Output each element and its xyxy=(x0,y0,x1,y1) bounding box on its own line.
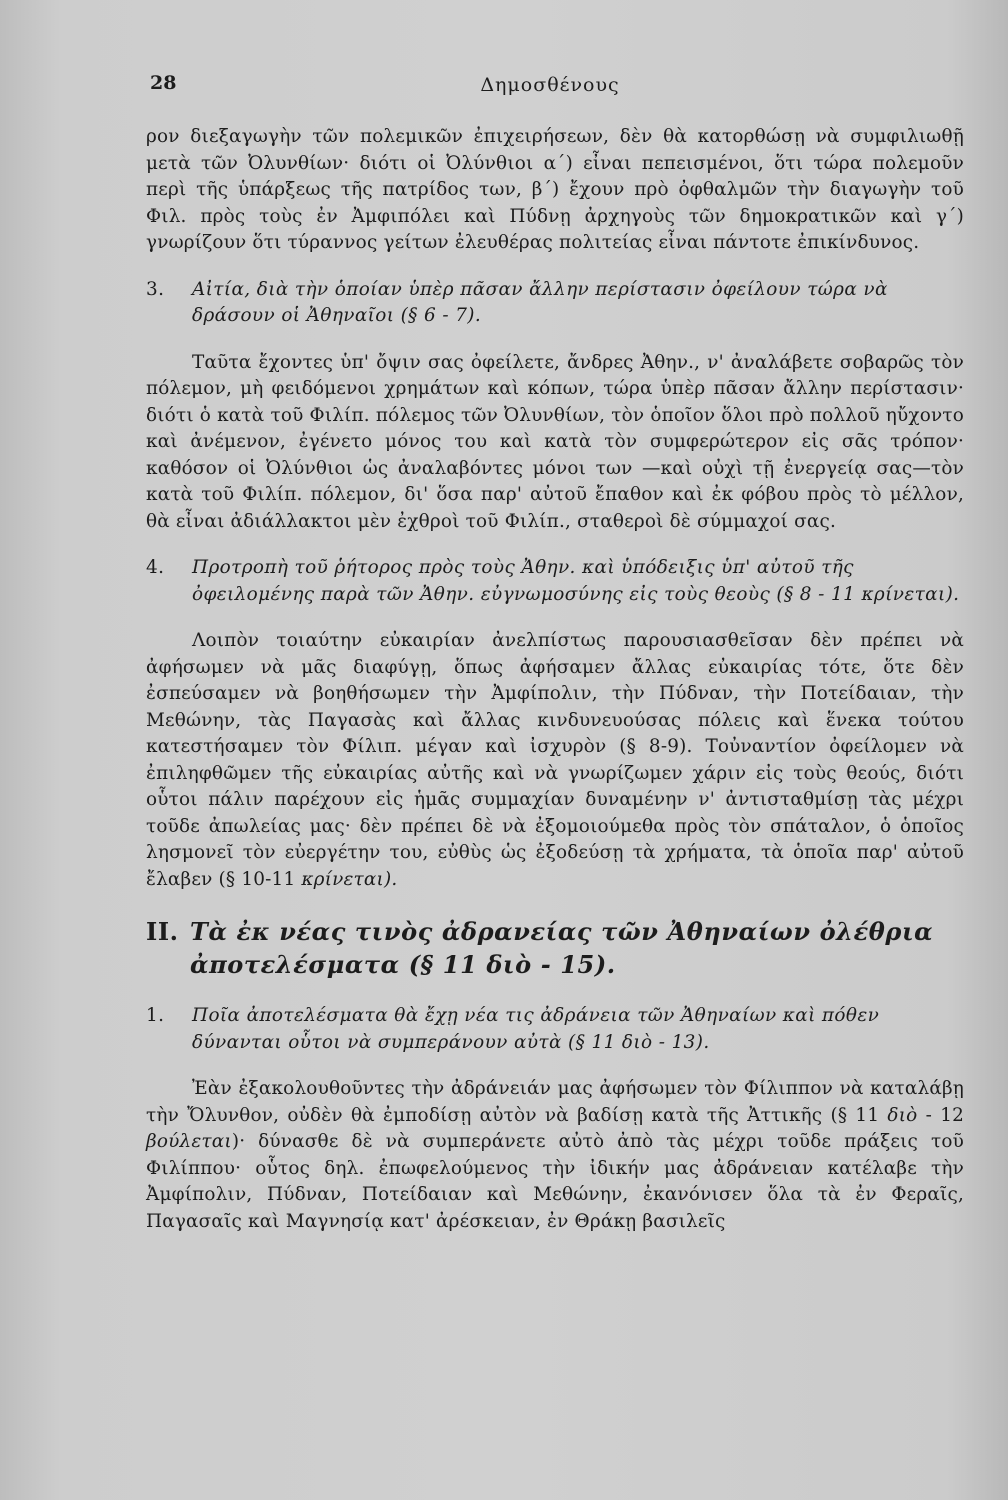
section-heading-ii xyxy=(146,915,964,981)
section-number: II. xyxy=(146,917,179,946)
question-text: Προτροπὴ τοῦ ῥήτορος πρὸς τοὺς Ἀθην. καὶ ὑπόδειξις ὑπ' αὐτοῦ τῆς ὀφειλομένης παρὰ τῶν Ἀθην. εὐγνωμοσύνης εἰς τοὺς θεοὺς (§ 8 - 11 κρίνεται). xyxy=(192,557,960,605)
paragraph-text: Λοιπὸν τοιαύτην εὐκαιρίαν ἀνελπίστως παρουσιασθεῖσαν δὲν πρέπει νὰ ἀφήσωμεν νὰ μᾶς διαφύγῃ, ὅπως ἀφήσαμεν ἄλλας εὐκαιρίας τότε, ὅτε δὲν ἐσπεύσαμεν νὰ βοηθήσωμεν τὴν Ἀμφίπολιν, τὴν Πύδναν, τὴν Ποτείδαιαν, τὴν Μεθώνην, τὰς Παγασὰς καὶ ἄλλας κινδυνευούσας πόλεις καὶ ἕνεκα τούτου κατεστήσαμεν τὸν Φίλιπ. μέγαν καὶ ἰσχυρὸν (§ 8-9). Τοὐναντίον ὀφείλομεν νὰ ἐπιληφθῶμεν τῆς εὐκαιρίας αὐτῆς καὶ νὰ γνωρίζωμεν χάριν εἰς τοὺς θεούς, διότι οὗτοι πάλιν παρέχουν εἰς ἡμᾶς συμμαχίαν δυναμένην ν' ἀντισταθμίσῃ τὰς μέχρι τοῦδε ἀπωλείας μας· δὲν πρέπει δὲ νὰ ἐξομοιούμεθα πρὸς τὸν σπάταλον, ὁ ὁποῖος λησμονεῖ τὸν εὐεργέτην του, εὐθὺς ὡς ἐξοδεύσῃ τὰ χρήματα, τὰ ὁποῖα παρ' αὐτοῦ ἔλαβεν (§ 10-11 xyxy=(146,630,964,890)
paragraph-italic: κρίνεται). xyxy=(301,868,398,890)
page-number: 28 xyxy=(150,72,177,94)
question-text: Αἰτία, διὰ τὴν ὁποίαν ὑπὲρ πᾶσαν ἄλλην περίστασιν ὀφείλουν τώρα νὰ δράσουν οἱ Ἀθηναῖοι (§ 6 - 7). xyxy=(192,278,888,326)
paragraph-text: )· δύνασθε δὲ νὰ συμπεράνετε αὐτὸ ἀπὸ τὰς μέχρι τοῦδε πράξεις τοῦ Φιλίππου· οὗτος δηλ. ἐπωφελούμενος τὴν ἰδικήν μας ἀδράνειαν κατέλαβε τὴν Ἀμφίπολιν, Πύδναν, Ποτείδαιαν καὶ Μεθώνην, ἐκανόνισεν ὅλα τὰ ἐν Φεραῖς, Παγασαῖς καὶ Μαγνησίᾳ κατ' ἀρέσκειαν, ἐν Θράκῃ βασιλεῖς xyxy=(146,1131,964,1232)
paragraph-italic: βούλεται xyxy=(146,1131,232,1152)
question-number: 1. xyxy=(146,1005,165,1026)
question-heading-1 xyxy=(146,1003,964,1056)
paragraph-answer-1 xyxy=(146,1076,964,1235)
question-number: 4. xyxy=(146,557,165,578)
paragraph-answer-4 xyxy=(146,628,964,893)
paragraph-text: Ἐὰν ἐξακολουθοῦντες τὴν ἀδράνειάν μας ἀφήσωμεν τὸν Φίλιππον νὰ καταλάβῃ τὴν Ὄλυνθον, οὐδὲν θὰ ἐμποδίσῃ αὐτὸν νὰ βαδίσῃ κατὰ τῆς Ἀττικῆς (§ 11 xyxy=(146,1078,964,1126)
section-title: Τὰ ἐκ νέας τινὸς ἀδρανείας τῶν Ἀθηναίων ὀλέθρια ἀποτελέσματα (§ 11 διὸ - 15). xyxy=(190,917,934,979)
paragraph-answer-3: Ταῦτα ἔχοντες ὑπ' ὄψιν σας ὀφείλετε, ἄνδρες Ἀθην., ν' ἀναλάβετε σοβαρῶς τὸν πόλεμον, μὴ φειδόμενοι χρημάτων καὶ κόπων, τώρα ὑπὲρ πᾶσαν ἄλλην περίστασιν· διότι ὁ κατὰ τοῦ Φιλίπ. πόλεμος τῶν Ὀλυνθίων, τὸν ὁποῖον ὅλοι πρὸ πολλοῦ ηὔχοντο καὶ ἀνέμενον, ἐγένετο μόνος του καὶ κατὰ τὸν συμφερώτερον εἰς σᾶς τρόπον· καθόσον οἱ Ὀλύνθιοι ὡς ἀναλαβόντες μόνοι των —καὶ οὐχὶ τῇ ἐνεργείᾳ σας—τὸν κατὰ τοῦ Φιλίπ. πόλεμον, δι' ὅσα παρ' αὐτοῦ ἔπαθον καὶ ἐκ φόβου πρὸς τὸ μέλλον, θὰ εἶναι ἀδιάλλακτοι μὲν ἐχθροὶ τοῦ Φιλίπ., σταθεροὶ δὲ σύμμαχοί σας. xyxy=(146,351,964,532)
page-header xyxy=(150,72,950,102)
question-heading-3 xyxy=(146,277,964,330)
question-heading-4 xyxy=(146,555,964,608)
paragraph-continuation: ρον διεξαγωγὴν τῶν πολεμικῶν ἐπιχειρήσεων, δὲν θὰ κατορθώσῃ νὰ συμφιλιωθῇ μετὰ τῶν Ὀλυνθίων· διότι οἱ Ὀλύνθιοι α΄) εἶναι πεπεισμένοι, ὅτι τώρα πολεμοῦν περὶ τῆς ὑπάρξεως τῆς πατρίδος των, β΄) ἔχουν πρὸ ὀφθαλμῶν τὴν διαγωγὴν τοῦ Φιλ. πρὸς τοὺς ἐν Ἀμφιπόλει καὶ Πύδνῃ ἀρχηγοὺς τῶν δημοκρατικῶν καὶ γ΄) γνωρίζουν ὅτι τύραννος γείτων ἐλευθέρας πολιτείας εἶναι πάντοτε ἐπικίνδυνος. xyxy=(146,126,964,253)
page-body xyxy=(146,124,964,1235)
question-text: Ποῖα ἀποτελέσματα θὰ ἔχῃ νέα τις ἀδράνεια τῶν Ἀθηναίων καὶ πόθεν δύνανται οὗτοι νὰ συμπεράνουν αὐτὰ (§ 11 διὸ - 13). xyxy=(192,1005,880,1053)
question-number: 3. xyxy=(146,278,165,300)
paragraph-text: - 12 xyxy=(917,1104,965,1126)
paragraph-italic: διὸ xyxy=(887,1104,918,1126)
running-head: Δημοσθένους xyxy=(480,74,620,96)
